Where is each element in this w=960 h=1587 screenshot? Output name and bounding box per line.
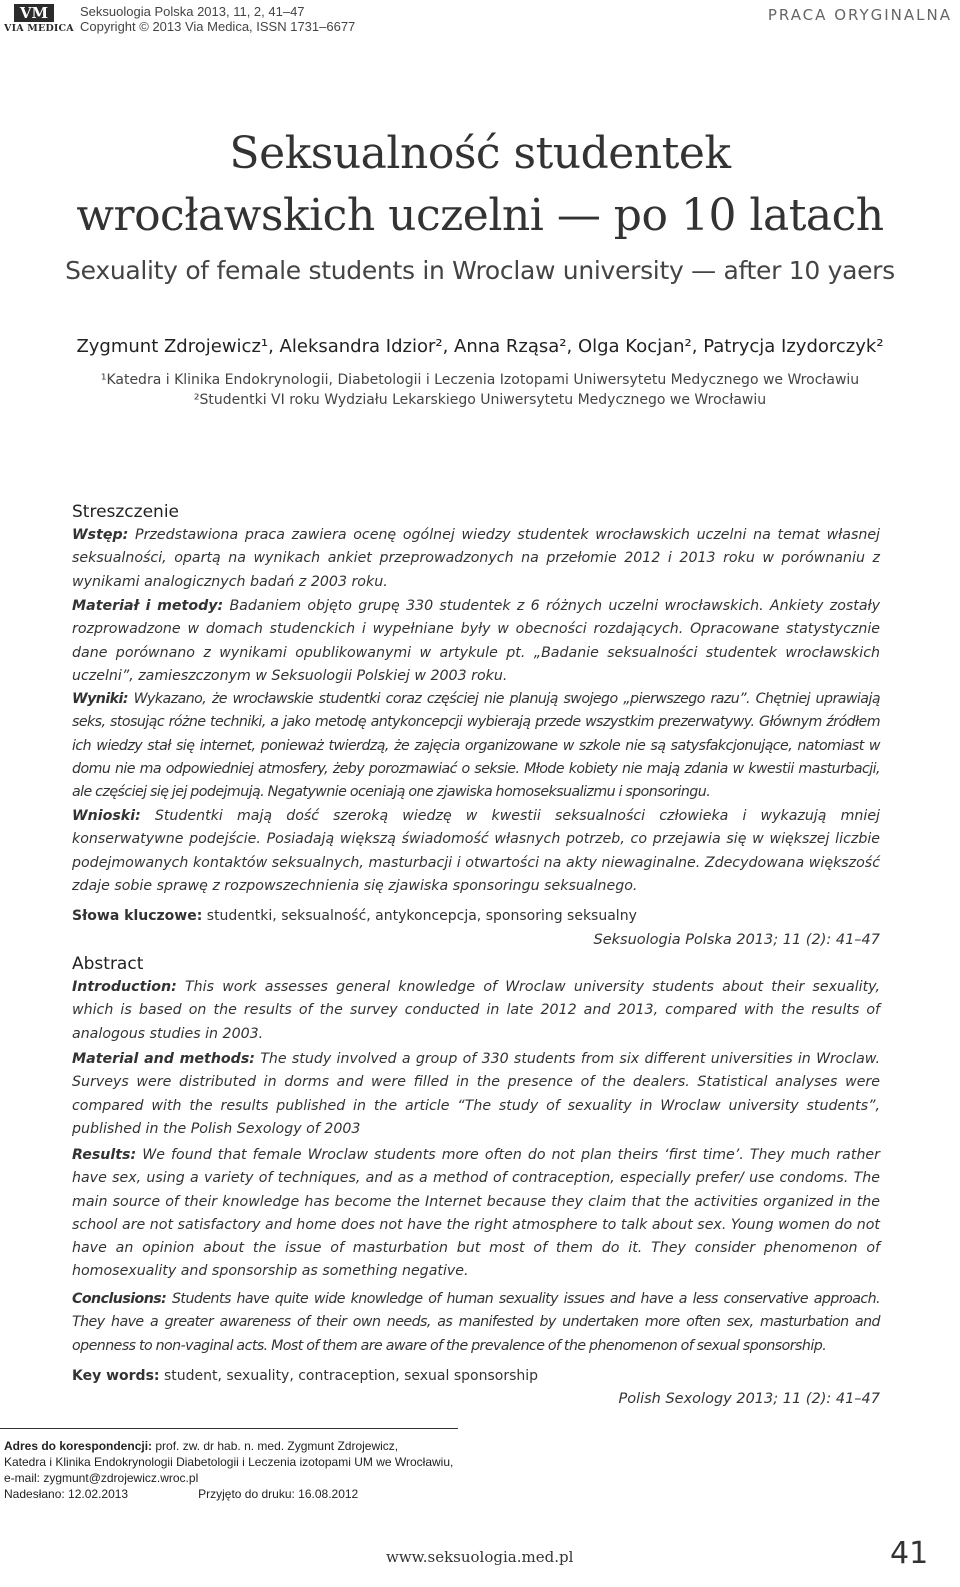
introduction-text: This work assesses general knowledge of Wroclaw university students about their sexuality, which is based on the results of the survey conducted in late 2012 and 2013, compared with the results of analogous studies in 2003.: [72, 979, 880, 1042]
correspondence-line-1: [4, 1438, 453, 1454]
english-subtitle: Sexuality of female students in Wroclaw university — after 10 yaers: [65, 256, 895, 285]
journal-header: [80, 4, 355, 34]
key-words-label: Key words:: [72, 1368, 160, 1384]
correspondence-label: Adres do korespondencji:: [4, 1439, 153, 1453]
introduction-paragraph: [72, 976, 880, 1046]
correspondence-block: [4, 1438, 453, 1502]
copyright-line: Copyright © 2013 Via Medica, ISSN 1731–6677: [80, 19, 356, 34]
title-line-2: wrocławskich uczelni — po 10 latach: [76, 190, 884, 241]
date-sent: Nadesłano: 12.02.2013: [4, 1487, 129, 1501]
date-accepted: Przyjęto do druku: 16.08.2012: [198, 1487, 359, 1501]
wstep-paragraph: [72, 524, 880, 594]
material-label: Materiał i metody:: [72, 598, 224, 614]
english-citation: Polish Sexology 2013; 11 (2): 41–47: [618, 1391, 880, 1407]
wstep-label: Wstęp:: [72, 527, 129, 543]
correspondence-name: prof. zw. dr hab. n. med. Zygmunt Zdrojewicz,: [152, 1439, 399, 1453]
slowa-kluczowe: [72, 908, 880, 924]
correspondence-email[interactable]: e-mail: zygmunt@zdrojewicz.wroc.pl: [4, 1471, 199, 1485]
conclusions-text: Students have quite wide knowledge of human sexuality issues and have a less conservative approach. They have a greater awareness of their own needs, as manifested by undertaken more often sex, masturbation and openness to non-vaginal acts. Most of them are aware of the prevalence of the phenomenon of sexual sponsorship.: [72, 1291, 880, 1354]
wyniki-text: Wykazano, że wrocławskie studentki coraz częściej nie planują swojego „pierwszego razu”. Chętniej uprawiają seks, stosując różne techniki, a jako metodę antykoncepcji wybierają przede wszystkim prezerwatywy. Głównym źródłem ich wiedzy stał się internet, ponieważ twierdzą, że zajęcia organizowane w szkole nie są satysfakcjonujące, natomiast w domu nie ma odpowiedniej atmosfery, żeby porozmawiać o seksie. Młode kobiety nie mają zdania w kwestii masturbacji, ale częściej się jej podejmują. Negatywnie oceniają one zjawiska homoseksualizmu i sponsoringu.: [72, 691, 880, 801]
logo-text: VIA MEDICA: [4, 23, 74, 34]
wyniki-paragraph: [72, 688, 880, 804]
polish-citation: Seksuologia Polska 2013; 11 (2): 41–47: [593, 932, 880, 948]
affiliation-2: ²Studentki VI roku Wydziału Lekarskiego Uniwersytetu Medycznego we Wrocławiu: [193, 392, 767, 408]
logo-mark: VM: [14, 4, 54, 22]
material-paragraph: [72, 595, 880, 688]
title-line-1: Seksualność studentek: [229, 128, 731, 179]
slowa-kluczowe-label: Słowa kluczowe:: [72, 908, 203, 924]
results-text: We found that female Wroclaw students more often do not plan theirs ‘first time’. They much rather have sex, using a variety of techniques, and as a method of contraception, especially prefer/ use condoms. The main source of their knowledge has become the Internet because they claim that the activities organized in the school are not satisfactory and home does not have the right atmosphere to talk about sex. Young women do not have an opinion about the issue of masturbation but most of them do it. They consider phenomenon of homosexuality and sponsorship as something negative.: [72, 1147, 880, 1280]
abstract-heading: Abstract: [72, 954, 144, 974]
via-medica-logo: [4, 4, 74, 34]
page-number: 41: [890, 1536, 929, 1571]
results-label: Results:: [72, 1147, 137, 1163]
conclusions-label: Conclusions:: [72, 1291, 167, 1307]
methods-text: The study involved a group of 330 students from six different universities in Wroclaw. Surveys were distributed in dorms and were filled in the presence of the dealers. Statistical analyses were compared with the results published in the article “The study of sexuality in Wroclaw university students”, published in the Polish Sexology of 2003: [72, 1051, 881, 1137]
introduction-label: Introduction:: [72, 979, 177, 995]
authors: Zygmunt Zdrojewicz¹, Aleksandra Idzior², Anna Rząsa², Olga Kocjan², Patrycja Izydorczyk²: [76, 336, 884, 357]
wnioski-label: Wnioski:: [72, 808, 141, 824]
material-text: Badaniem objęto grupę 330 studentek z 6 różnych uczelni wrocławskich. Ankiety zostały rozprowadzone w domach studenckich i wypełniane były w obecności rozdających. Opracowane statystycznie dane porównano z wynikami opublikowanymi w artykule pt. „Badanie seksualności studentek wrocławskich uczelni”, zamieszczonym w Seksuologii Polskiej w 2003 roku.: [72, 598, 880, 684]
wnioski-text: Studentki mają dość szeroką wiedzę w kwestii seksualności człowieka i wykazują mniej konserwatywne podejście. Posiadają większą świadomość własnych potrzeb, co przejawia się w większej liczbie podejmowanych kontaktów seksualnych, masturbacji i otwartości na akty niewaginalne. Zdecydowana większość zdaje sobie sprawę z rozpowszechnienia się zjawiska sponsoringu seksualnego.: [72, 808, 880, 894]
wstep-text: Przedstawiona praca zawiera ocenę ogólnej wiedzy studentek wrocławskich uczelni na temat własnej seksualności, opartą na wynikach ankiet przeprowadzonych na przełomie 2012 i 2013 roku w porównaniu z wynikami analogicznych badań z 2003 roku.: [72, 527, 880, 590]
conclusions-paragraph: [72, 1288, 880, 1358]
wyniki-label: Wyniki:: [72, 691, 128, 707]
key-words-text: student, sexuality, contraception, sexual sponsorship: [159, 1368, 539, 1384]
methods-label: Material and methods:: [72, 1051, 255, 1067]
key-words: [72, 1368, 880, 1384]
methods-paragraph: [72, 1048, 880, 1141]
correspondence-dates: [4, 1486, 453, 1502]
article-type: PRACA ORYGINALNA: [767, 6, 952, 24]
correspondence-line-2: Katedra i Klinika Endokrynologii Diabetologii i Leczenia izotopami UM we Wrocławiu,: [4, 1455, 454, 1469]
streszczenie-heading: Streszczenie: [72, 502, 179, 522]
slowa-kluczowe-text: studentki, seksualność, antykoncepcja, sponsoring seksualny: [202, 908, 637, 924]
wnioski-paragraph: [72, 805, 880, 898]
journal-line: Seksuologia Polska 2013, 11, 2, 41–47: [80, 4, 305, 19]
journal-url[interactable]: www.seksuologia.med.pl: [386, 1548, 574, 1566]
footnote-divider: [0, 1428, 458, 1429]
results-paragraph: [72, 1144, 880, 1284]
affiliation-1: ¹Katedra i Klinika Endokrynologii, Diabetologii i Leczenia Izotopami Uniwersytetu Medycznego we Wrocławiu: [100, 372, 860, 388]
